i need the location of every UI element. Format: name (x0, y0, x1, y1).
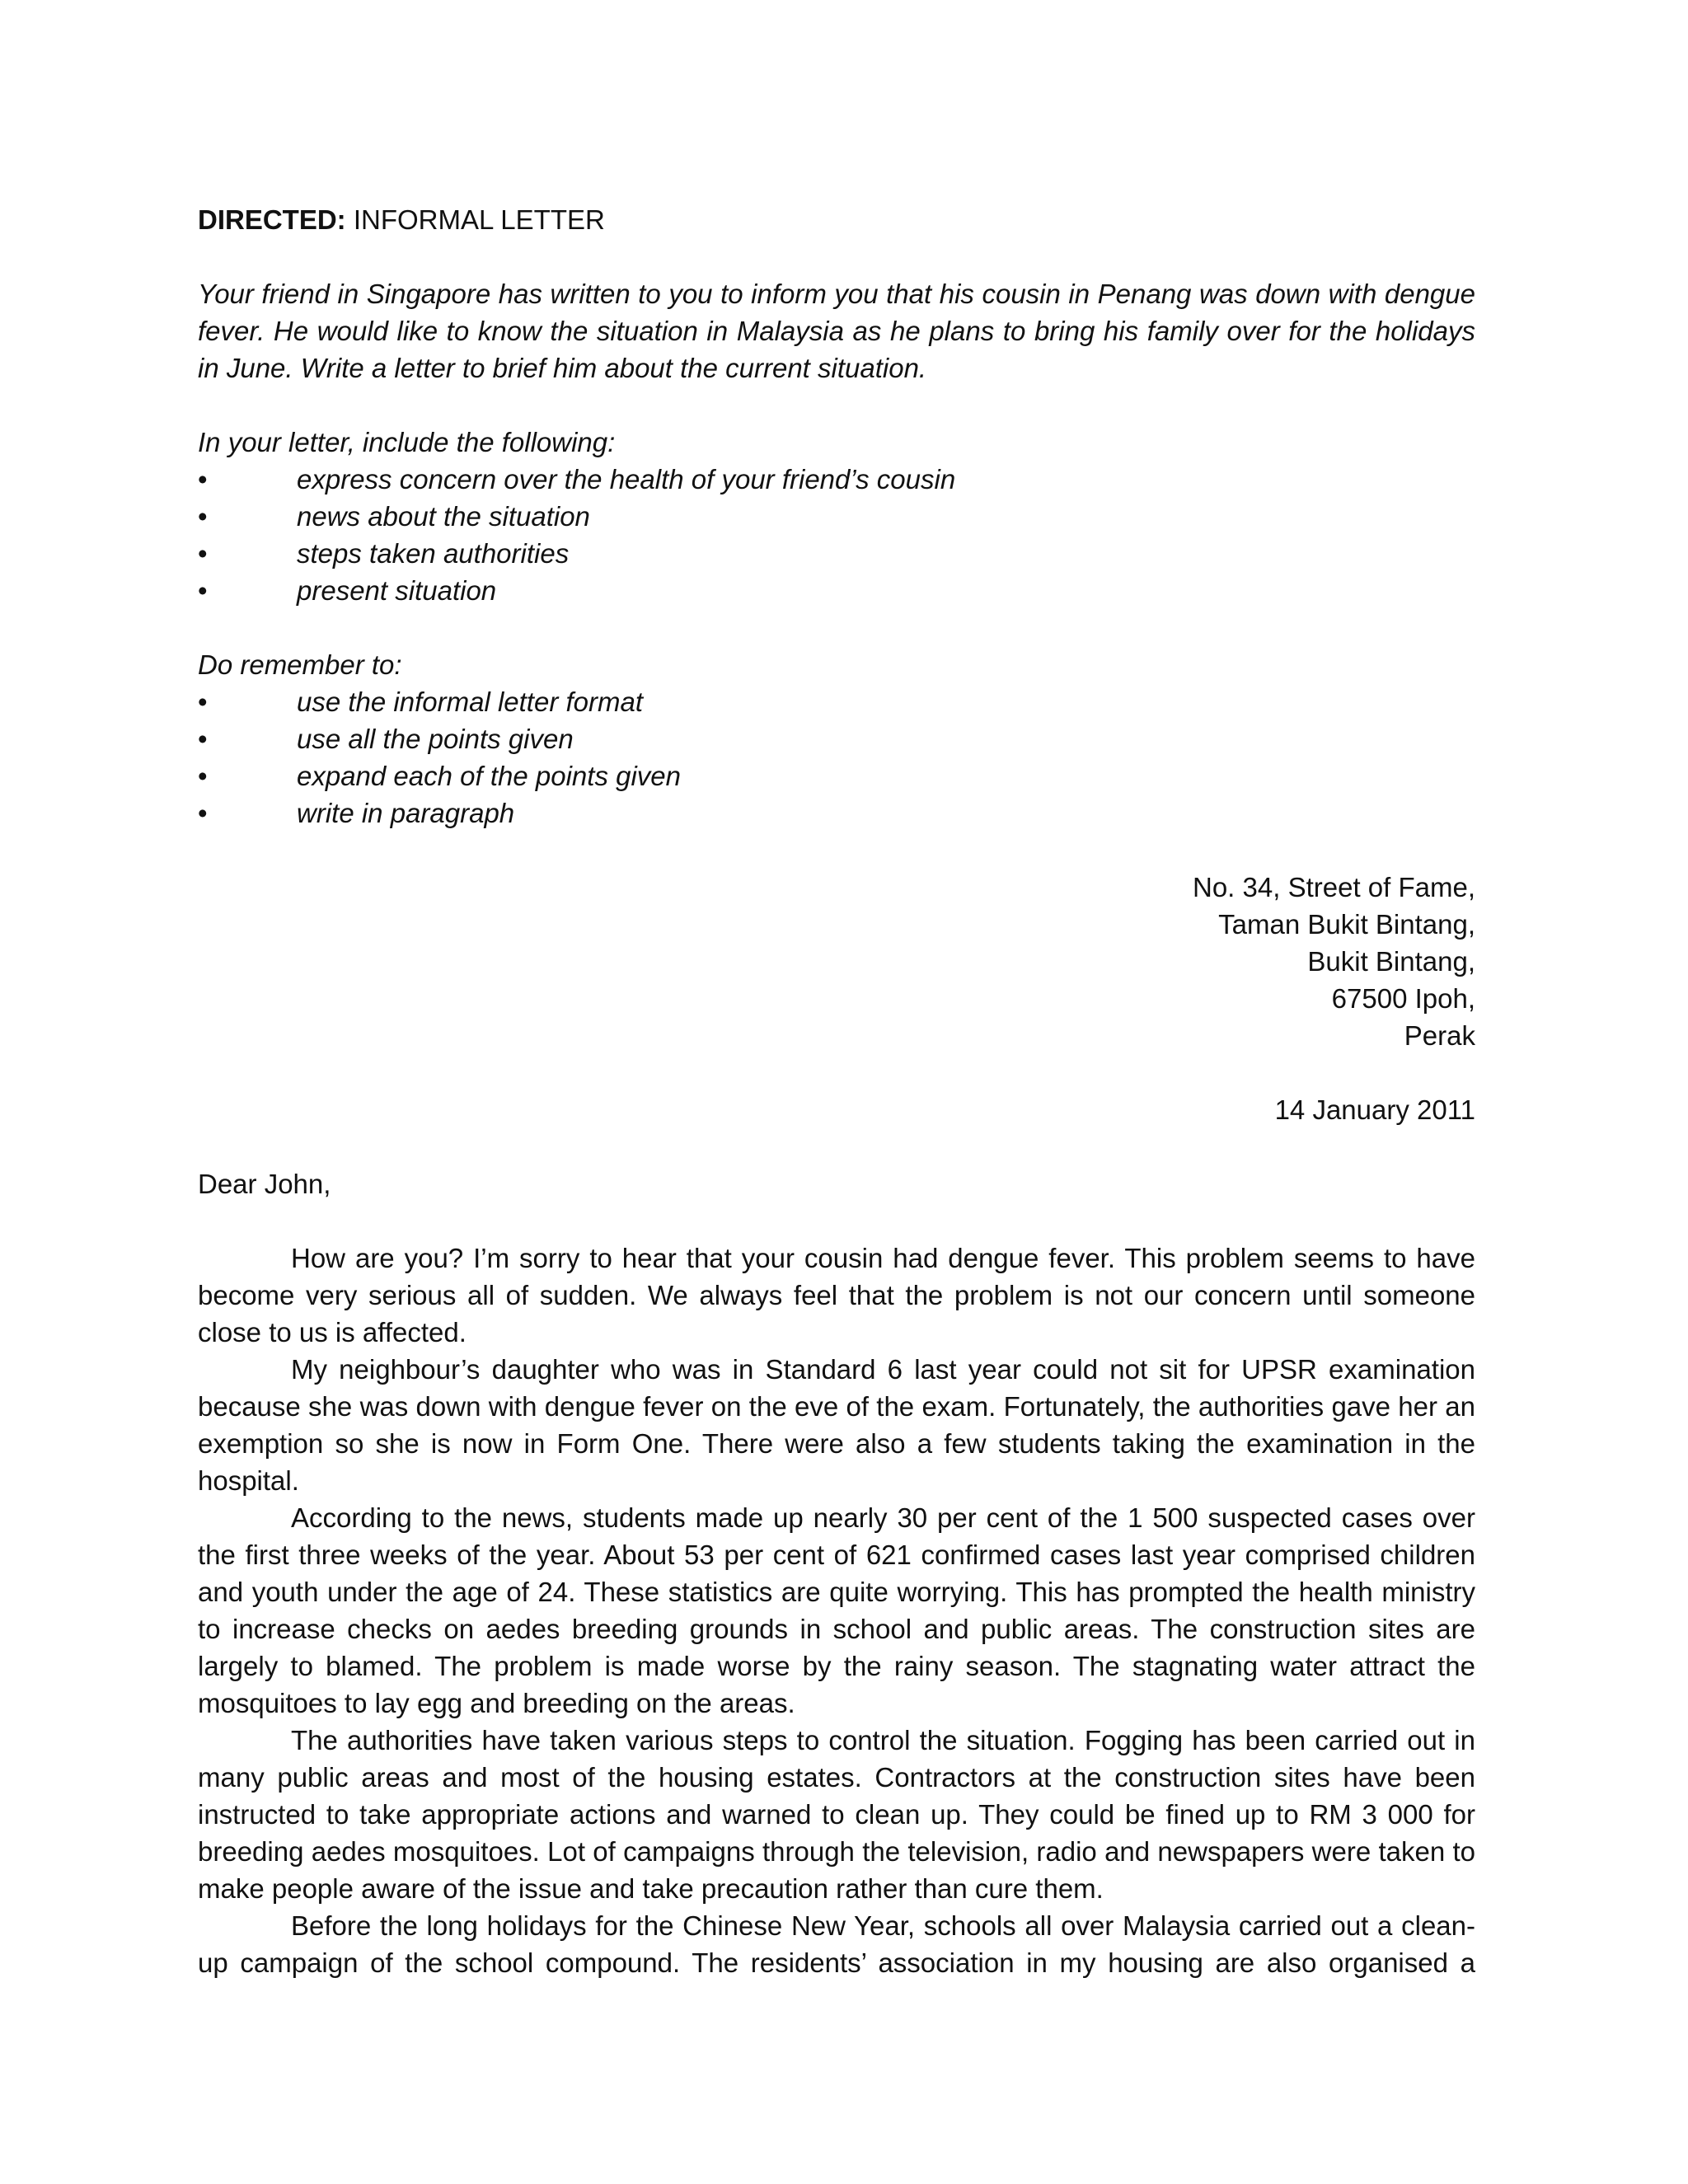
salutation: Dear John, (198, 1169, 331, 1199)
remember-list (198, 683, 1475, 832)
bullet-icon: • (198, 538, 208, 569)
document-page (198, 201, 1475, 1981)
address-line: Perak (1404, 1020, 1475, 1051)
body-paragraph: Before the long holidays for the Chinese New Year, schools all over Malaysia carried out a clean-up campaign of the school compound. The residents’ association in my housing are also organised a (198, 1910, 1475, 1978)
body-paragraph: According to the news, students made up nearly 30 per cent of the 1 500 suspected cases over the first three weeks of the year. About 53 per cent of 621 confirmed cases last year comprised children and youth under the age of 24. These statistics are quite worrying. This has prompted the health ministry to increase checks on aedes breeding grounds in school and public areas. The construction sites are largely to blamed. The problem is made worse by the rainy season. The stagnating water attract the mosquitoes to lay egg and breeding on the areas. (198, 1502, 1475, 1718)
task-prompt: Your friend in Singapore has written to you to inform you that his cousin in Penang was down with dengue fever. He would like to know the situation in Malaysia as he plans to bring his family over for the holidays in June. Write a letter to brief him about the current situation. (198, 279, 1475, 383)
bullet-icon: • (198, 464, 208, 494)
list-item: • express concern over the health of your friend’s cousin (198, 461, 1475, 498)
list-item: • expand each of the points given (198, 757, 1475, 794)
bullet-icon: • (198, 798, 208, 828)
list-item: • write in paragraph (198, 794, 1475, 832)
remember-heading: Do remember to: (198, 649, 402, 680)
bullet-icon: • (198, 761, 208, 791)
address-line: No. 34, Street of Fame, (1193, 872, 1475, 902)
bullet-icon: • (198, 501, 208, 532)
task-type: INFORMAL LETTER (353, 204, 605, 235)
list-item: • present situation (198, 572, 1475, 609)
address-line: Bukit Bintang, (1307, 946, 1475, 977)
address-line: Taman Bukit Bintang, (1218, 909, 1475, 940)
bullet-icon: • (198, 687, 208, 717)
include-heading: In your letter, include the following: (198, 427, 616, 457)
list-item: • steps taken authorities (198, 535, 1475, 572)
include-list (198, 461, 1475, 609)
body-paragraph: The authorities have taken various steps to control the situation. Fogging has been carried out in many public areas and most of the housing estates. Contractors at the construction sites have been instructed to take appropriate actions and warned to clean up. They could be fined up to RM 3 000 for breeding aedes mosquitoes. Lot of campaigns through the television, radio and newspapers were taken to make people aware of the issue and take precaution rather than cure them. (198, 1725, 1475, 1904)
task-heading (198, 201, 1475, 238)
bullet-icon: • (198, 724, 208, 754)
letter-date: 14 January 2011 (1274, 1094, 1475, 1125)
list-item: • use the informal letter format (198, 683, 1475, 720)
letter-body (198, 1240, 1475, 1981)
body-paragraph: My neighbour’s daughter who was in Standard 6 last year could not sit for UPSR examination because she was down with dengue fever on the eve of the exam. Fortunately, the authorities gave her an exemption so she is now in Form One. There were also a few students taking the examination in the hospital. (198, 1354, 1475, 1496)
body-paragraph: How are you? I’m sorry to hear that your cousin had dengue fever. This problem seems to have become very serious all of sudden. We always feel that the problem is not our concern until someone close to us is affected. (198, 1243, 1475, 1347)
address-line: 67500 Ipoh, (1331, 983, 1475, 1014)
sender-address (198, 869, 1475, 1054)
task-label: DIRECTED: (198, 204, 346, 235)
list-item: • use all the points given (198, 720, 1475, 757)
bullet-icon: • (198, 575, 208, 606)
list-item: • news about the situation (198, 498, 1475, 535)
